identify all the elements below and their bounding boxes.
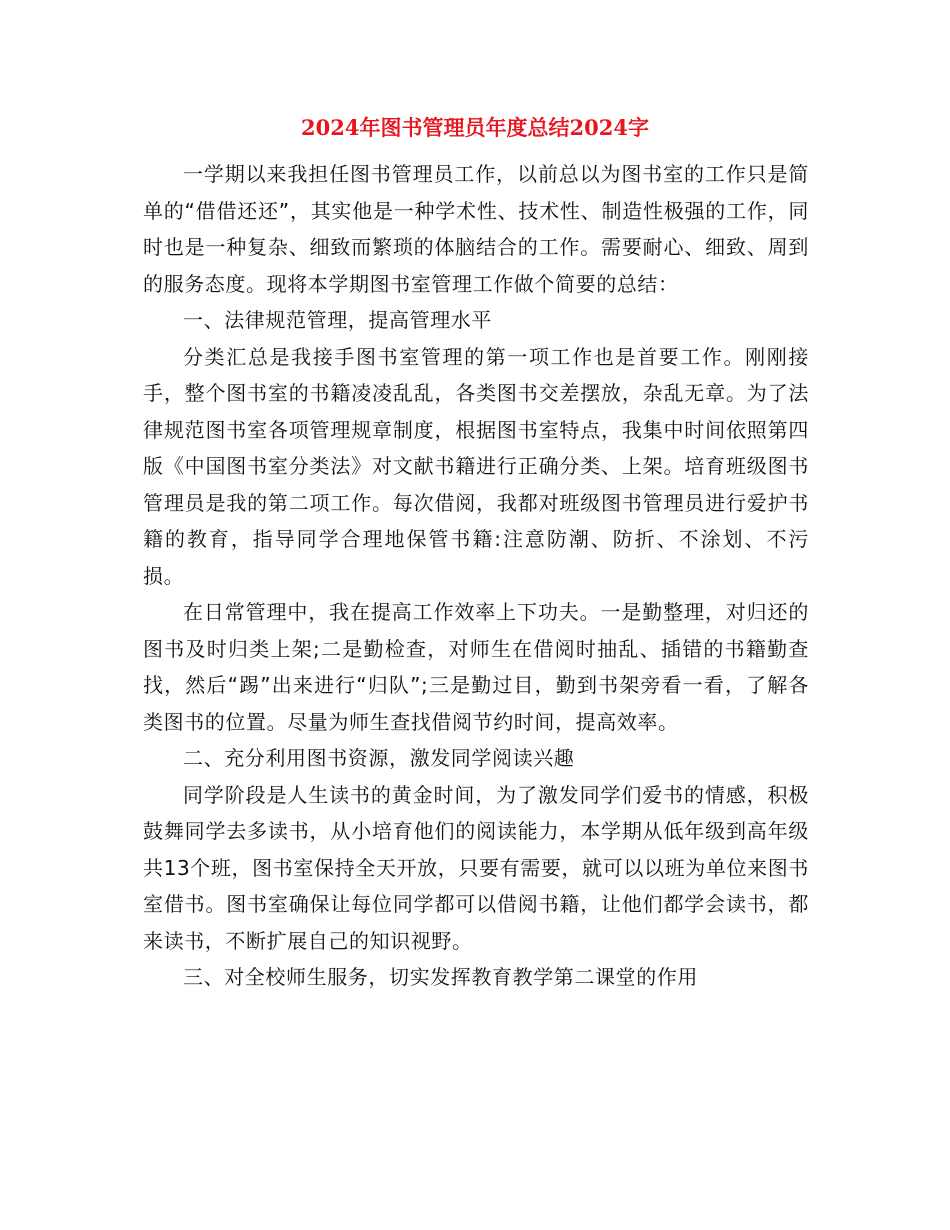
section-heading-3: 三、对全校师生服务，切实发挥教育教学第二课堂的作用 [183,965,698,989]
section-heading-2: 二、充分利用图书资源，激发同学阅读兴趣 [183,746,575,770]
paragraph-intro: 一学期以来我担任图书管理员工作，以前总以为图书室的工作只是简单的“借借还还”，其实他是一种学术性、技术性、制造性极强的工作，同时也是一种复杂、细致而繁琐的体脑结合的工作。需要耐心、细致、周到的服务态度。现将本学期图书室管理工作做个简要的总结： [143,162,809,296]
section-heading-1: 一、法律规范管理，提高管理水平 [183,308,492,332]
document-title: 2024年图书管理员年度总结2024字 [301,115,649,140]
paragraph-daily-management: 在日常管理中，我在提高工作效率上下功夫。一是勤整理，对归还的图书及时归类上架;二是勤检查，对师生在借阅时抽乱、插错的书籍勤查找，然后“踢”出来进行“归队”;三是勤过目，勤到书架旁看一看，了解各类图书的位置。尽量为师生查找借阅节约时间，提高效率。 [143,600,809,734]
paragraph-reading-interest: 同学阶段是人生读书的黄金时间，为了激发同学们爱书的情感，积极鼓舞同学去多读书，从小培育他们的阅读能力，本学期从低年级到高年级共13个班，图书室保持全天开放，只要有需要，就可以以班为单位来图书室借书。图书室确保让每位同学都可以借阅书籍，让他们都学会读书，都来读书，不断扩展自己的知识视野。 [143,782,809,953]
paragraph-classification: 分类汇总是我接手图书室管理的第一项工作也是首要工作。刚刚接手，整个图书室的书籍凌凌乱乱，各类图书交差摆放，杂乱无章。为了法律规范图书室各项管理规章制度，根据图书室特点，我集中时间依照第四版《中国图书室分类法》对文献书籍进行正确分类、上架。培育班级图书管理员是我的第二项工作。每次借阅，我都对班级图书管理员进行爱护书籍的教育，指导同学合理地保管书籍:注意防潮、防折、不涂划、不污损。 [143,344,809,588]
document-body [143,156,809,996]
